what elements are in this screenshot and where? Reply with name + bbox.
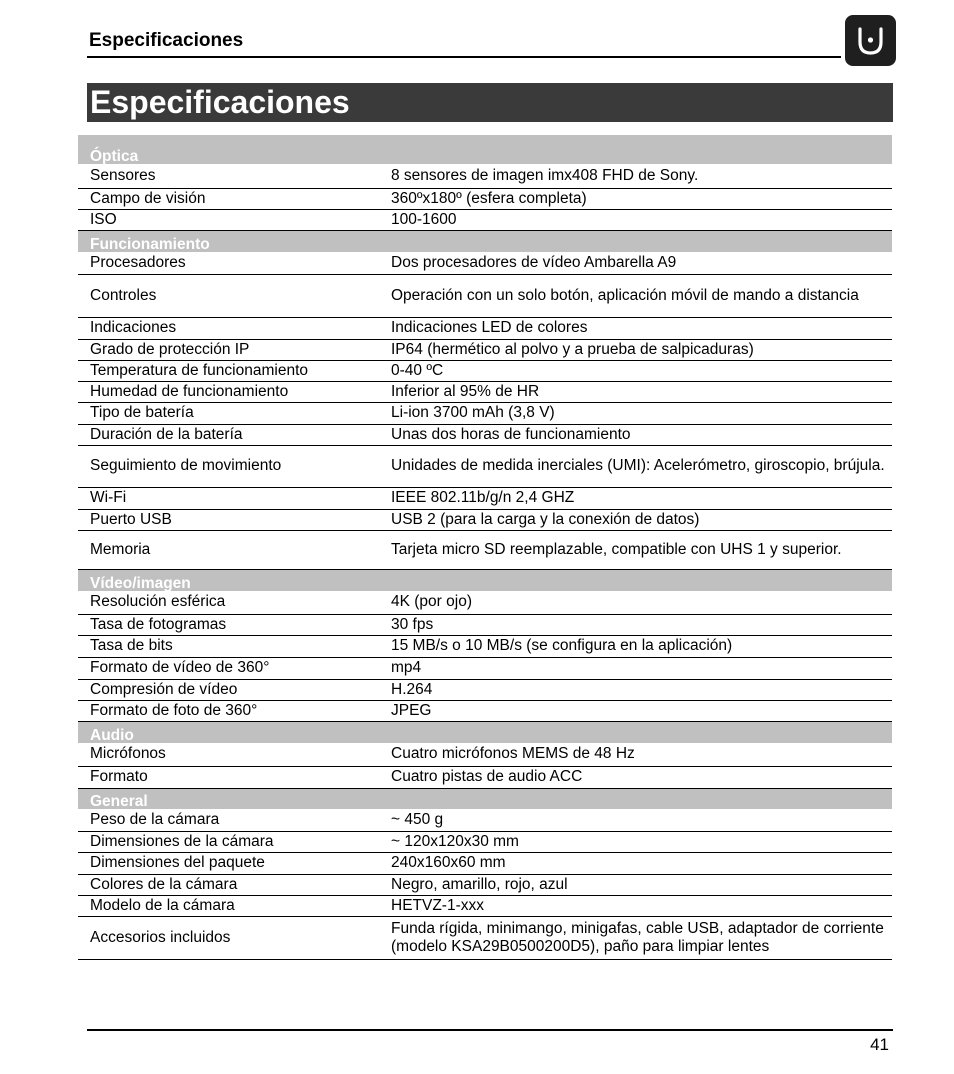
spec-label: Tasa de fotogramas (78, 614, 391, 635)
spec-label: Colores de la cámara (78, 874, 391, 895)
spec-row (78, 852, 892, 874)
spec-value: 0-40 ºC (391, 360, 892, 381)
spec-label: Compresión de vídeo (78, 679, 391, 700)
spec-label: Sensores (78, 164, 391, 188)
spec-label: ISO (78, 209, 391, 230)
spec-value: Funda rígida, minimango, minigafas, cable USB, adaptador de corriente (modelo KSA29B0500200D5), paño para limpiar lentes (391, 916, 892, 959)
spec-row (78, 360, 892, 381)
spec-row (78, 402, 892, 424)
spec-label: Modelo de la cámara (78, 895, 391, 916)
spec-row (78, 831, 892, 852)
spec-row (78, 700, 892, 721)
category-row (78, 788, 892, 809)
spec-label: Temperatura de funcionamiento (78, 360, 391, 381)
spec-label: Tasa de bits (78, 635, 391, 657)
spec-value: Cuatro micrófonos MEMS de 48 Hz (391, 743, 892, 766)
spec-value: mp4 (391, 657, 892, 679)
spec-label: Formato de vídeo de 360° (78, 657, 391, 679)
spec-row (78, 274, 892, 317)
spec-row (78, 874, 892, 895)
spec-label: Puerto USB (78, 509, 391, 530)
spec-value: JPEG (391, 700, 892, 721)
spec-row (78, 209, 892, 230)
spec-row (78, 679, 892, 700)
spec-label: Seguimiento de movimiento (78, 445, 391, 487)
spec-row (78, 635, 892, 657)
spec-label: Accesorios incluidos (78, 916, 391, 959)
spec-label: Procesadores (78, 252, 391, 274)
spec-row (78, 895, 892, 916)
spec-label: Dimensiones del paquete (78, 852, 391, 874)
spec-label: Indicaciones (78, 317, 391, 339)
spec-label: Memoria (78, 530, 391, 569)
footer-divider (87, 1029, 893, 1031)
spec-label: Grado de protección IP (78, 339, 391, 360)
spec-value: Unas dos horas de funcionamiento (391, 424, 892, 445)
spec-value: 240x160x60 mm (391, 852, 892, 874)
spec-value: Tarjeta micro SD reemplazable, compatible con UHS 1 y superior. (391, 530, 892, 569)
page-title: Especificaciones (90, 84, 350, 120)
spec-value: Negro, amarillo, rojo, azul (391, 874, 892, 895)
spec-row (78, 743, 892, 766)
spec-value: Indicaciones LED de colores (391, 317, 892, 339)
spec-row (78, 509, 892, 530)
category-name: Funcionamiento (78, 230, 892, 252)
spec-value: Inferior al 95% de HR (391, 381, 892, 402)
spec-value: 8 sensores de imagen imx408 FHD de Sony. (391, 164, 892, 188)
category-row (78, 230, 892, 252)
spec-value: Unidades de medida inerciales (UMI): Acelerómetro, giroscopio, brújula. (391, 445, 892, 487)
page-title-bar (87, 83, 893, 122)
spec-value: IP64 (hermético al polvo y a prueba de salpicaduras) (391, 339, 892, 360)
brand-logo-icon (845, 15, 896, 66)
spec-value: IEEE 802.11b/g/n 2,4 GHZ (391, 487, 892, 509)
spec-value: H.264 (391, 679, 892, 700)
spec-label: Resolución esférica (78, 591, 391, 614)
spec-value: ~ 120x120x30 mm (391, 831, 892, 852)
spec-row (78, 591, 892, 614)
spec-label: Micrófonos (78, 743, 391, 766)
spec-row (78, 530, 892, 569)
category-name: General (78, 788, 892, 809)
spec-row (78, 657, 892, 679)
spec-row (78, 164, 892, 188)
spec-row (78, 487, 892, 509)
category-row (78, 135, 892, 164)
spec-row (78, 766, 892, 788)
spec-row (78, 381, 892, 402)
spec-row (78, 252, 892, 274)
category-row (78, 569, 892, 591)
spec-value: 100-1600 (391, 209, 892, 230)
spec-label: Formato de foto de 360° (78, 700, 391, 721)
spec-label: Campo de visión (78, 188, 391, 209)
spec-label: Peso de la cámara (78, 809, 391, 831)
spec-label: Duración de la batería (78, 424, 391, 445)
spec-value: Cuatro pistas de audio ACC (391, 766, 892, 788)
spec-label: Humedad de funcionamiento (78, 381, 391, 402)
spec-row (78, 424, 892, 445)
spec-row (78, 916, 892, 959)
spec-row (78, 445, 892, 487)
spec-row (78, 614, 892, 635)
page-number: 41 (870, 1035, 889, 1054)
spec-row (78, 188, 892, 209)
specifications-table (78, 135, 892, 960)
category-name: Vídeo/imagen (78, 569, 892, 591)
spec-value: Dos procesadores de vídeo Ambarella A9 (391, 252, 892, 274)
spec-value: HETVZ-1-xxx (391, 895, 892, 916)
spec-label: Wi-Fi (78, 487, 391, 509)
spec-label: Controles (78, 274, 391, 317)
spec-label: Formato (78, 766, 391, 788)
category-name: Óptica (78, 135, 892, 164)
header-divider (87, 56, 841, 58)
spec-value: Operación con un solo botón, aplicación móvil de mando a distancia (391, 274, 892, 317)
spec-row (78, 317, 892, 339)
spec-value: 4K (por ojo) (391, 591, 892, 614)
spec-value: Li-ion 3700 mAh (3,8 V) (391, 402, 892, 424)
spec-row (78, 339, 892, 360)
category-name: Audio (78, 721, 892, 743)
spec-value: USB 2 (para la carga y la conexión de datos) (391, 509, 892, 530)
spec-value: ~ 450 g (391, 809, 892, 831)
category-row (78, 721, 892, 743)
spec-value: 30 fps (391, 614, 892, 635)
spec-value: 360ºx180º (esfera completa) (391, 188, 892, 209)
spec-label: Tipo de batería (78, 402, 391, 424)
spec-row (78, 809, 892, 831)
spec-label: Dimensiones de la cámara (78, 831, 391, 852)
header-section-title: Especificaciones (89, 30, 244, 51)
spec-value: 15 MB/s o 10 MB/s (se configura en la aplicación) (391, 635, 892, 657)
